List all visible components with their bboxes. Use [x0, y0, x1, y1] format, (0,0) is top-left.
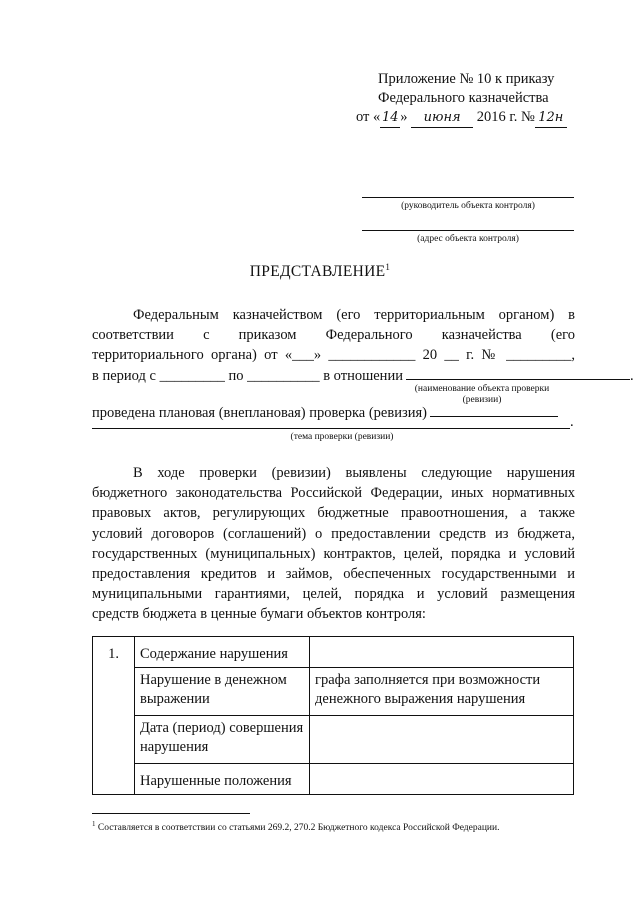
violation-monetary-value: графа заполняется при возможности денежного выражения нарушения [310, 668, 574, 716]
violation-monetary-label: Нарушение в денежном выражении [135, 668, 310, 716]
head-of-object-caption: (руководитель объекта контроля) [401, 201, 535, 211]
topic-line-end: . [570, 414, 574, 430]
intro-line-3: территориального органа) от «___» ____________ 20 __ г. № _________, [92, 347, 575, 364]
intro-line-1: Федеральным казначейством (его территориальным органом) в [133, 307, 575, 323]
violations-table [92, 636, 574, 795]
intro-line-4: в период с _________ по __________ в отношении . [92, 367, 634, 384]
appendix-line2: Федерального казначейства [378, 90, 549, 106]
violated-provisions-label: Нарушенные положения [135, 764, 310, 795]
table-row [93, 764, 574, 795]
violation-number: 1. [93, 637, 135, 795]
topic-line [92, 428, 570, 429]
footnote-mark: 1 [92, 820, 96, 828]
address-line [362, 230, 574, 231]
head-of-object-line [362, 197, 574, 198]
handwritten-order-number: 12н [535, 108, 567, 128]
footnote-separator [92, 813, 250, 814]
footnote [92, 820, 499, 833]
table-row [93, 716, 574, 764]
findings-paragraph: В ходе проверки (ревизии) выявлены следующие нарушения бюджетного законодательства Российской Федерации, иных нормативных правовых актов, регулирующих бюджетные правоотношения, а также условий договоров (соглашений) о предоставлении средств из бюджета, государственных (муниципальных) контрактов, целей, порядка и условий предоставления кредитов и займов, обеспеченных государственными и муниципальными гарантиями, целей, порядка и условий размещения средств бюджета в ценные бумаги объектов контроля: [92, 465, 575, 623]
table-row [93, 668, 574, 716]
appendix-line1: Приложение № 10 к приказу [378, 71, 555, 87]
footnote-text: Составляется в соответствии со статьями 269.2, 270.2 Бюджетного кодекса Российской Федерации. [97, 823, 500, 834]
order-date-line: от « 14 » июня 2016 г. № 12н [356, 108, 578, 128]
inspection-line: проведена плановая (внеплановая) проверка (ревизия) [92, 403, 575, 423]
intro-paragraph [92, 305, 634, 386]
handwritten-month: июня [411, 108, 473, 128]
inspection-topic-blank [430, 416, 558, 417]
title-footnote-mark: 1 [385, 262, 391, 272]
address-caption: (адрес объекта контроля) [417, 234, 519, 244]
handwritten-day: 14 [380, 108, 400, 128]
topic-caption: (тема проверки (ревизии) [290, 432, 394, 442]
violated-provisions-value[interactable] [310, 764, 574, 795]
violation-date-label: Дата (период) совершения нарушения [135, 716, 310, 764]
violation-date-value[interactable] [310, 716, 574, 764]
violation-content-value[interactable] [310, 637, 574, 668]
document-title: ПРЕДСТАВЛЕНИЕ$^1$ [249, 262, 391, 281]
object-caption: (наименование объекта проверки (ревизии) [414, 384, 550, 405]
appendix-header [356, 70, 578, 128]
table-row [93, 637, 574, 668]
object-name-blank [406, 379, 630, 380]
violation-content-label: Содержание нарушения [135, 637, 310, 668]
intro-line-2: соответствии с приказом Федерального казначейства (его [92, 327, 575, 344]
